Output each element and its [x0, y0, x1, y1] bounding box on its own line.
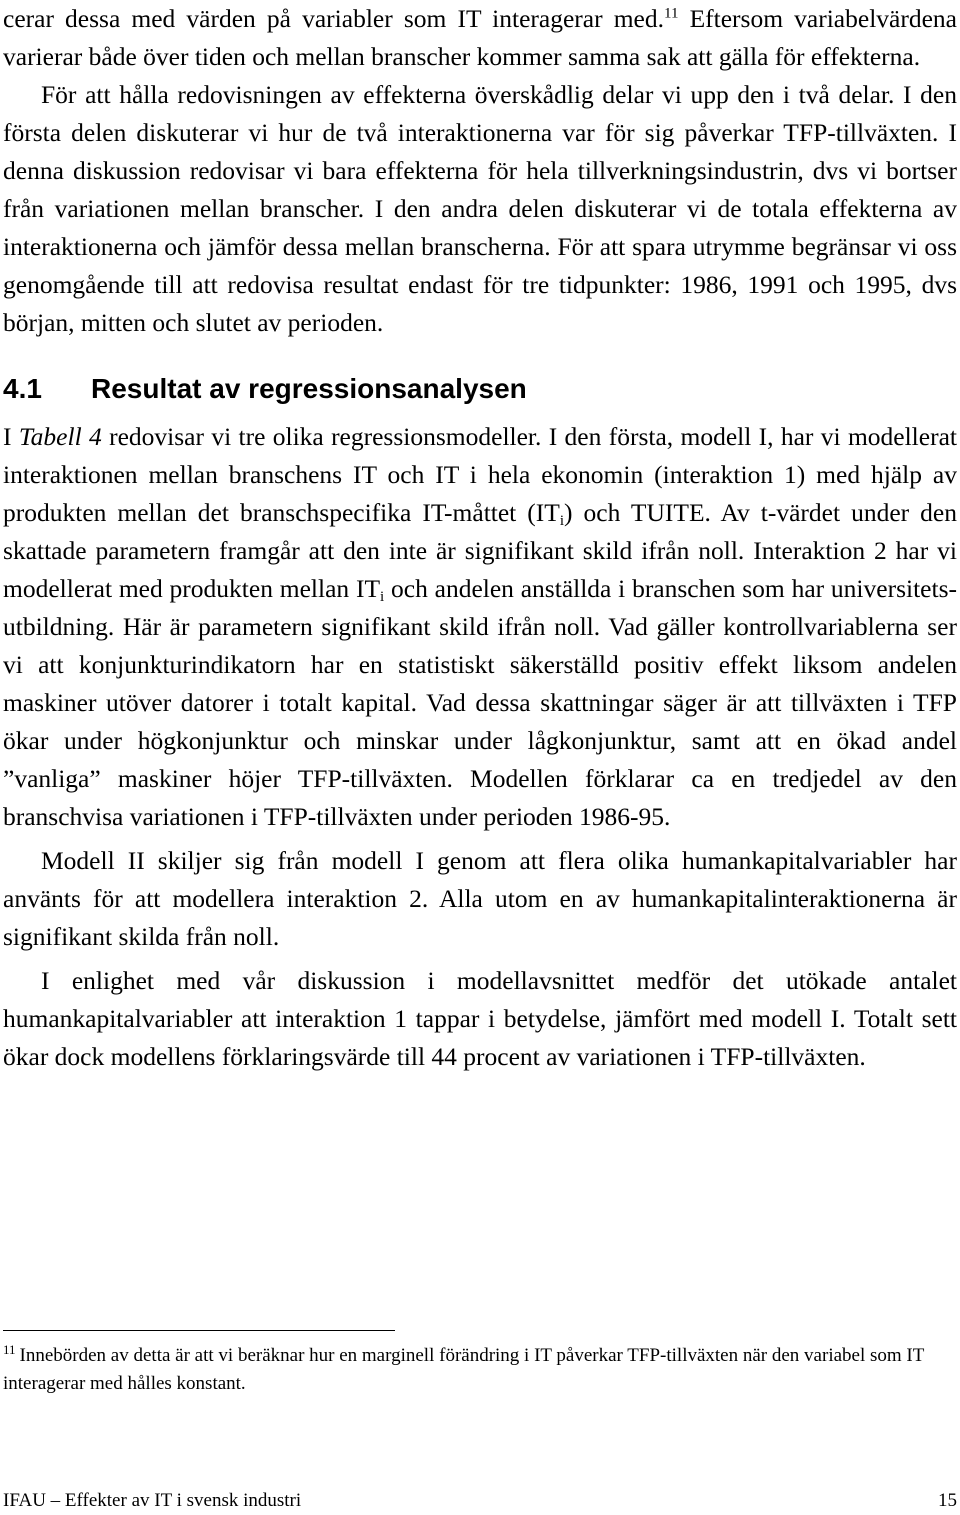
paragraph-text: I — [3, 422, 19, 451]
body-text — [3, 0, 957, 1076]
paragraph-text: Eftersom variabelvärdena varierar både över tiden och mellan branscher kommer samma sak att gälla för effekterna. — [3, 4, 957, 71]
paragraph-model-3: I enlighet med vår diskussion i modellavsnittet medför det utökade antalet humankapitalvariabler att interaktion 1 tappar i betydelse, jämfört med modell I. Totalt sett ökar dock modellens förklaringsvärde till 44 procent av variationen i TFP-tillväxten. — [3, 966, 957, 1071]
paragraph-text: cerar dessa med värden på variabler som IT interagerar med. — [3, 4, 664, 33]
paragraph-model-2: Modell II skiljer sig från modell I genom att flera olika humankapitalvariabler har använts för att modellera interaktion 2. Alla utom en av humankapitalinteraktionerna är signifikant skilda från noll. — [3, 846, 957, 951]
table-reference[interactable]: Tabell 4 — [18, 422, 102, 451]
section-number: 4.1 — [3, 373, 42, 404]
section-title: Resultat av regressionsanalysen — [91, 373, 527, 404]
footnote-number: 11 — [3, 1341, 16, 1357]
paragraph-text: ) och TUITE. Av t-värdet under den skattade parametern framgår att den inte är signifikant skild ifrån noll. Interaktion 2 har vi modellerat med produkten mellan IT — [3, 498, 957, 603]
subscript: i — [559, 513, 565, 529]
footnote — [3, 1342, 957, 1398]
footnote-reference[interactable]: 11 — [664, 5, 679, 22]
paragraph-text: redovisar vi tre olika regressionsmodeller. I den första, modell I, har vi modellerat interaktionen mellan branschens IT och IT i hela ekonomin (interaktion 1) med hjälp av produkten mellan det branschspecifika IT-måttet (IT — [3, 422, 957, 527]
footnote-separator — [3, 1330, 395, 1331]
section-heading — [3, 372, 957, 406]
footnote-text: Innebörden av detta är att vi beräknar hur en marginell förändring i IT påverkar TFP-tillväxten när den variabel som IT interagerar med hålles konstant. — [3, 1345, 925, 1394]
page-number: 15 — [938, 1490, 957, 1511]
paragraph-overview: För att hålla redovisningen av effekterna överskådlig delar vi upp den i två delar. I den första delen diskuterar vi hur de två interaktionerna var för sig påverkar TFP-tillväxten. I denna diskussion redovisar vi bara effekterna för hela tillverkningsindustrin, dvs vi bortser från variationen mellan branscher. I den andra delen diskuterar vi de totala effekterna av interaktionerna och jämför dessa mellan branscherna. För att spara utrymme begränsar vi oss genomgående till att redovisa resultat endast för tre tidpunkter: 1986, 1991 och 1995, dvs början, mitten och slutet av perioden. — [3, 80, 957, 337]
paragraph-results — [3, 418, 957, 836]
paragraph-continued — [3, 0, 957, 76]
subscript: i — [380, 589, 385, 605]
paragraph-text: och andelen anställda i branschen som har universitetsutbildning. Här är parametern signifikant skild ifrån noll. Vad gäller kontrollvariablerna ser vi att konjunkturindikatorn har en statistiskt säkerställd positiv effekt liksom andelen maskiner utöver datorer i totalt kapital. Vad dessa skattningar säger är att tillväxten i TFP ökar under högkonjunktur och minskar under lågkonjunktur, samt att en ökad andel ”vanliga” maskiner höjer TFP-tillväxten. Modellen förklarar ca en tredjedel av den branschvisa variationen i TFP-tillväxten under perioden 1986-95. — [3, 574, 957, 831]
footer-title: IFAU – Effekter av IT i svensk industri — [3, 1490, 302, 1511]
page-footer — [3, 1489, 957, 1513]
